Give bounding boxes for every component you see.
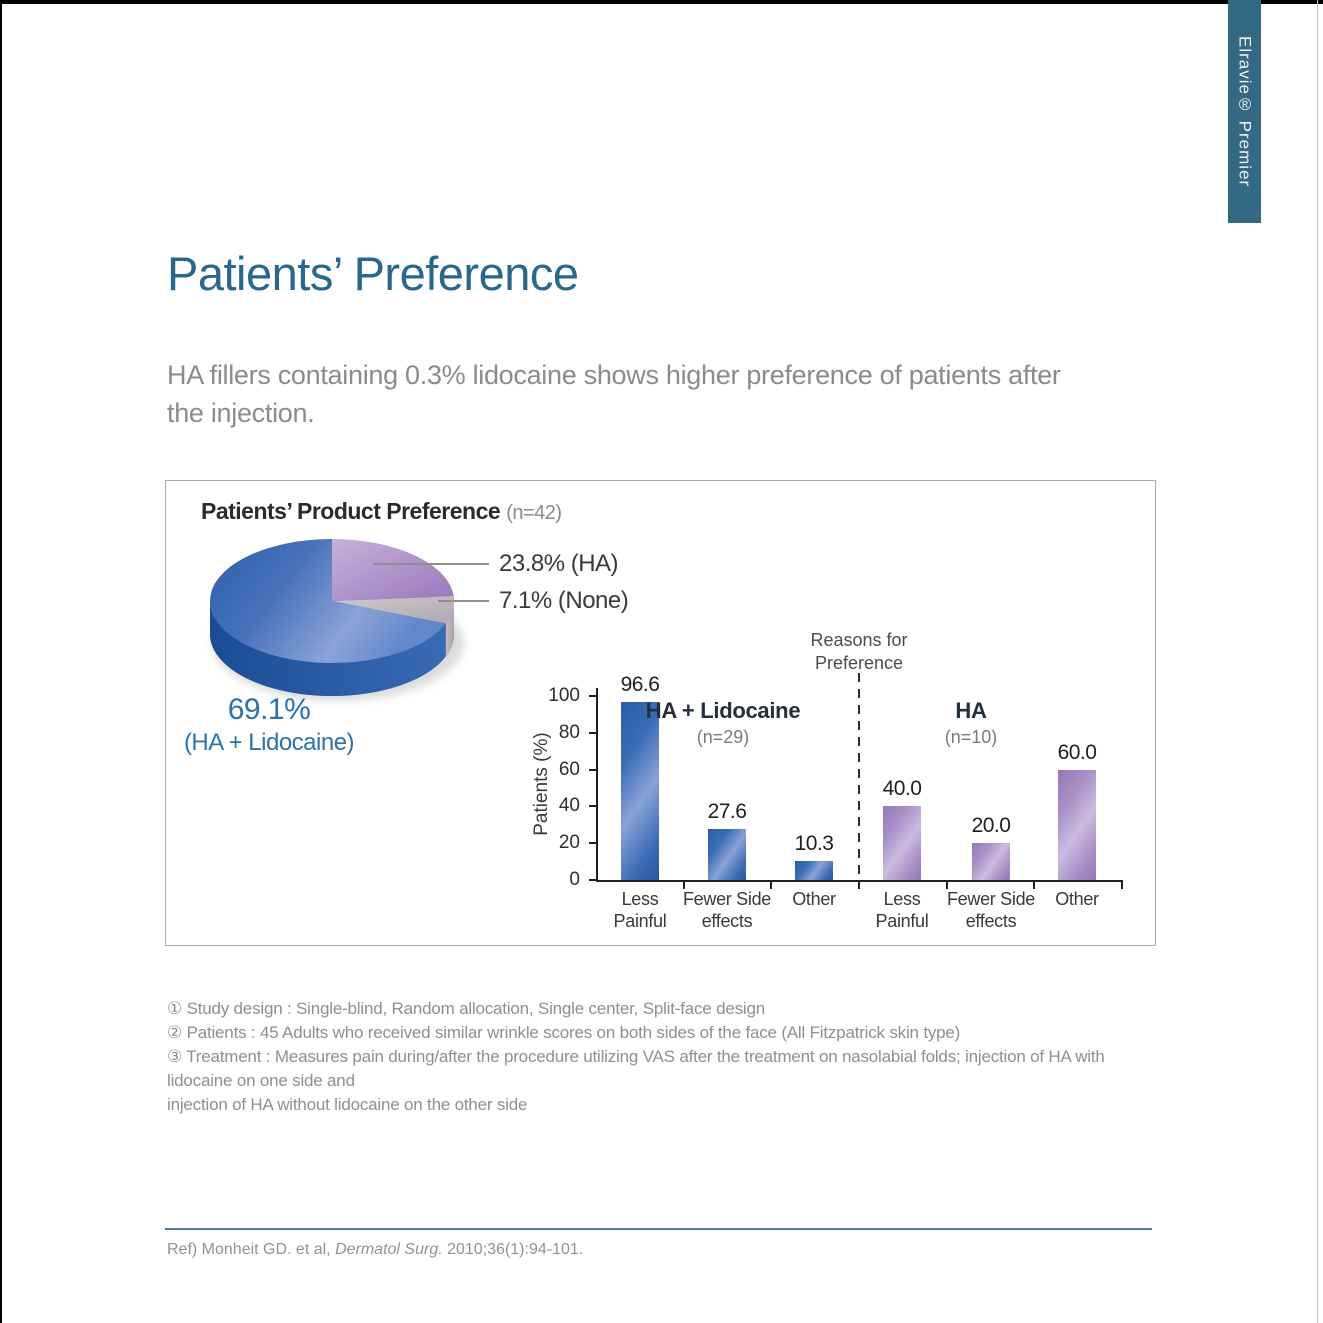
group-name: HA [955,698,987,723]
bar-value-label: 60.0 [1057,741,1097,764]
bar-value-label: 27.6 [707,800,747,823]
page-subtitle [167,356,1061,432]
page-border-top [0,0,1323,4]
category-line1: Less [883,889,921,909]
page-subtitle-line2: the injection. [167,398,315,428]
reference-journal: Dermatol Surg. [335,1241,443,1258]
bar [883,806,921,880]
page-subtitle-line1: HA fillers containing 0.3% lidocaine shows higher preference of patients after [167,360,1061,390]
pie-caption [169,693,369,757]
bar-value-label: 40.0 [882,777,922,800]
note-line: ② Patients : 45 Adults who received similar wrinkle scores on both sides of the face (All Fitzpatrick skin type) [167,1023,961,1042]
category-line1: Fewer Side [946,889,1036,909]
group-header-ha [896,698,1046,748]
group-header-ha-lidocaine [623,698,823,748]
y-axis-tick [589,695,596,697]
reference-prefix: Ref) Monheit GD. et al, [167,1241,336,1258]
callout-label-none: 7.1% (None) [499,587,629,614]
bar [972,843,1010,880]
y-axis-tick [589,879,596,881]
note-line: ① Study design : Single-blind, Random allocation, Single center, Split-face design [167,999,765,1018]
category-line2: effects [965,911,1017,931]
bar [795,861,833,880]
brand-tab [1228,0,1261,223]
bar-value-label: 10.3 [794,832,834,855]
pie-slice-ha [332,539,454,601]
bar-value-label: 20.0 [971,814,1011,837]
group-divider-dashed-line [858,673,860,880]
note-line: injection of HA without lidocaine on the other side [167,1095,528,1114]
callout-line-ha [373,563,489,565]
y-axis-tick [589,842,596,844]
reasons-for-preference-label: Reasons for Preference [810,630,908,673]
y-axis-tick-label: 100 [548,685,580,706]
pie-caption-name: (HA + Lidocaine) [183,729,355,756]
pie-caption-percent: 69.1% [227,693,311,726]
group-n-label: (n=29) [696,727,750,747]
chart-panel-title-text: Patients’ Product Preference [201,498,501,524]
y-axis-tick-label: 0 [569,869,580,890]
reference [167,1241,583,1259]
y-axis-tick [589,732,596,734]
y-axis-tick-label: 80 [558,721,580,743]
x-axis-category-label [1022,888,1132,910]
study-notes [167,997,1172,1117]
callout-line-none [438,600,489,602]
page-border-right [1317,0,1318,1323]
category-line1: Fewer Side [682,889,772,909]
callout-label-ha: 23.8% (HA) [499,550,619,577]
y-axis-tick-label: 60 [558,758,580,780]
group-name: HA + Lidocaine [645,698,801,723]
page-title: Patients’ Preference [167,247,579,300]
brand-tab-label: Elravie® Premier [1235,35,1255,188]
group-n-label: (n=10) [944,727,998,747]
bar-chart-ylabel: Patients (%) [531,732,552,836]
category-line1: Other [792,889,836,909]
y-axis-tick [589,805,596,807]
chart-panel-n-label: (n=42) [506,502,562,524]
bar-value-label: 96.6 [620,673,660,696]
category-line1: Less [621,889,659,909]
category-line1: Other [1055,889,1099,909]
category-line2: Painful [875,911,929,931]
chart-panel [165,480,1156,946]
note-line: ③ Treatment : Measures pain during/after the procedure utilizing VAS after the treatment on nasolabial folds; injection of HA with lidocaine on one side and [167,1047,1105,1090]
bar [1058,770,1096,880]
y-axis-tick-label: 40 [558,795,580,817]
reference-divider-line [165,1228,1152,1230]
category-line2: Painful [613,911,667,931]
y-axis-tick [589,769,596,771]
category-line2: effects [701,911,753,931]
y-axis-tick-label: 20 [558,832,580,854]
page-border-left [0,0,2,1323]
reference-suffix: 2010;36(1):94-101. [442,1241,584,1258]
bar [708,829,746,880]
